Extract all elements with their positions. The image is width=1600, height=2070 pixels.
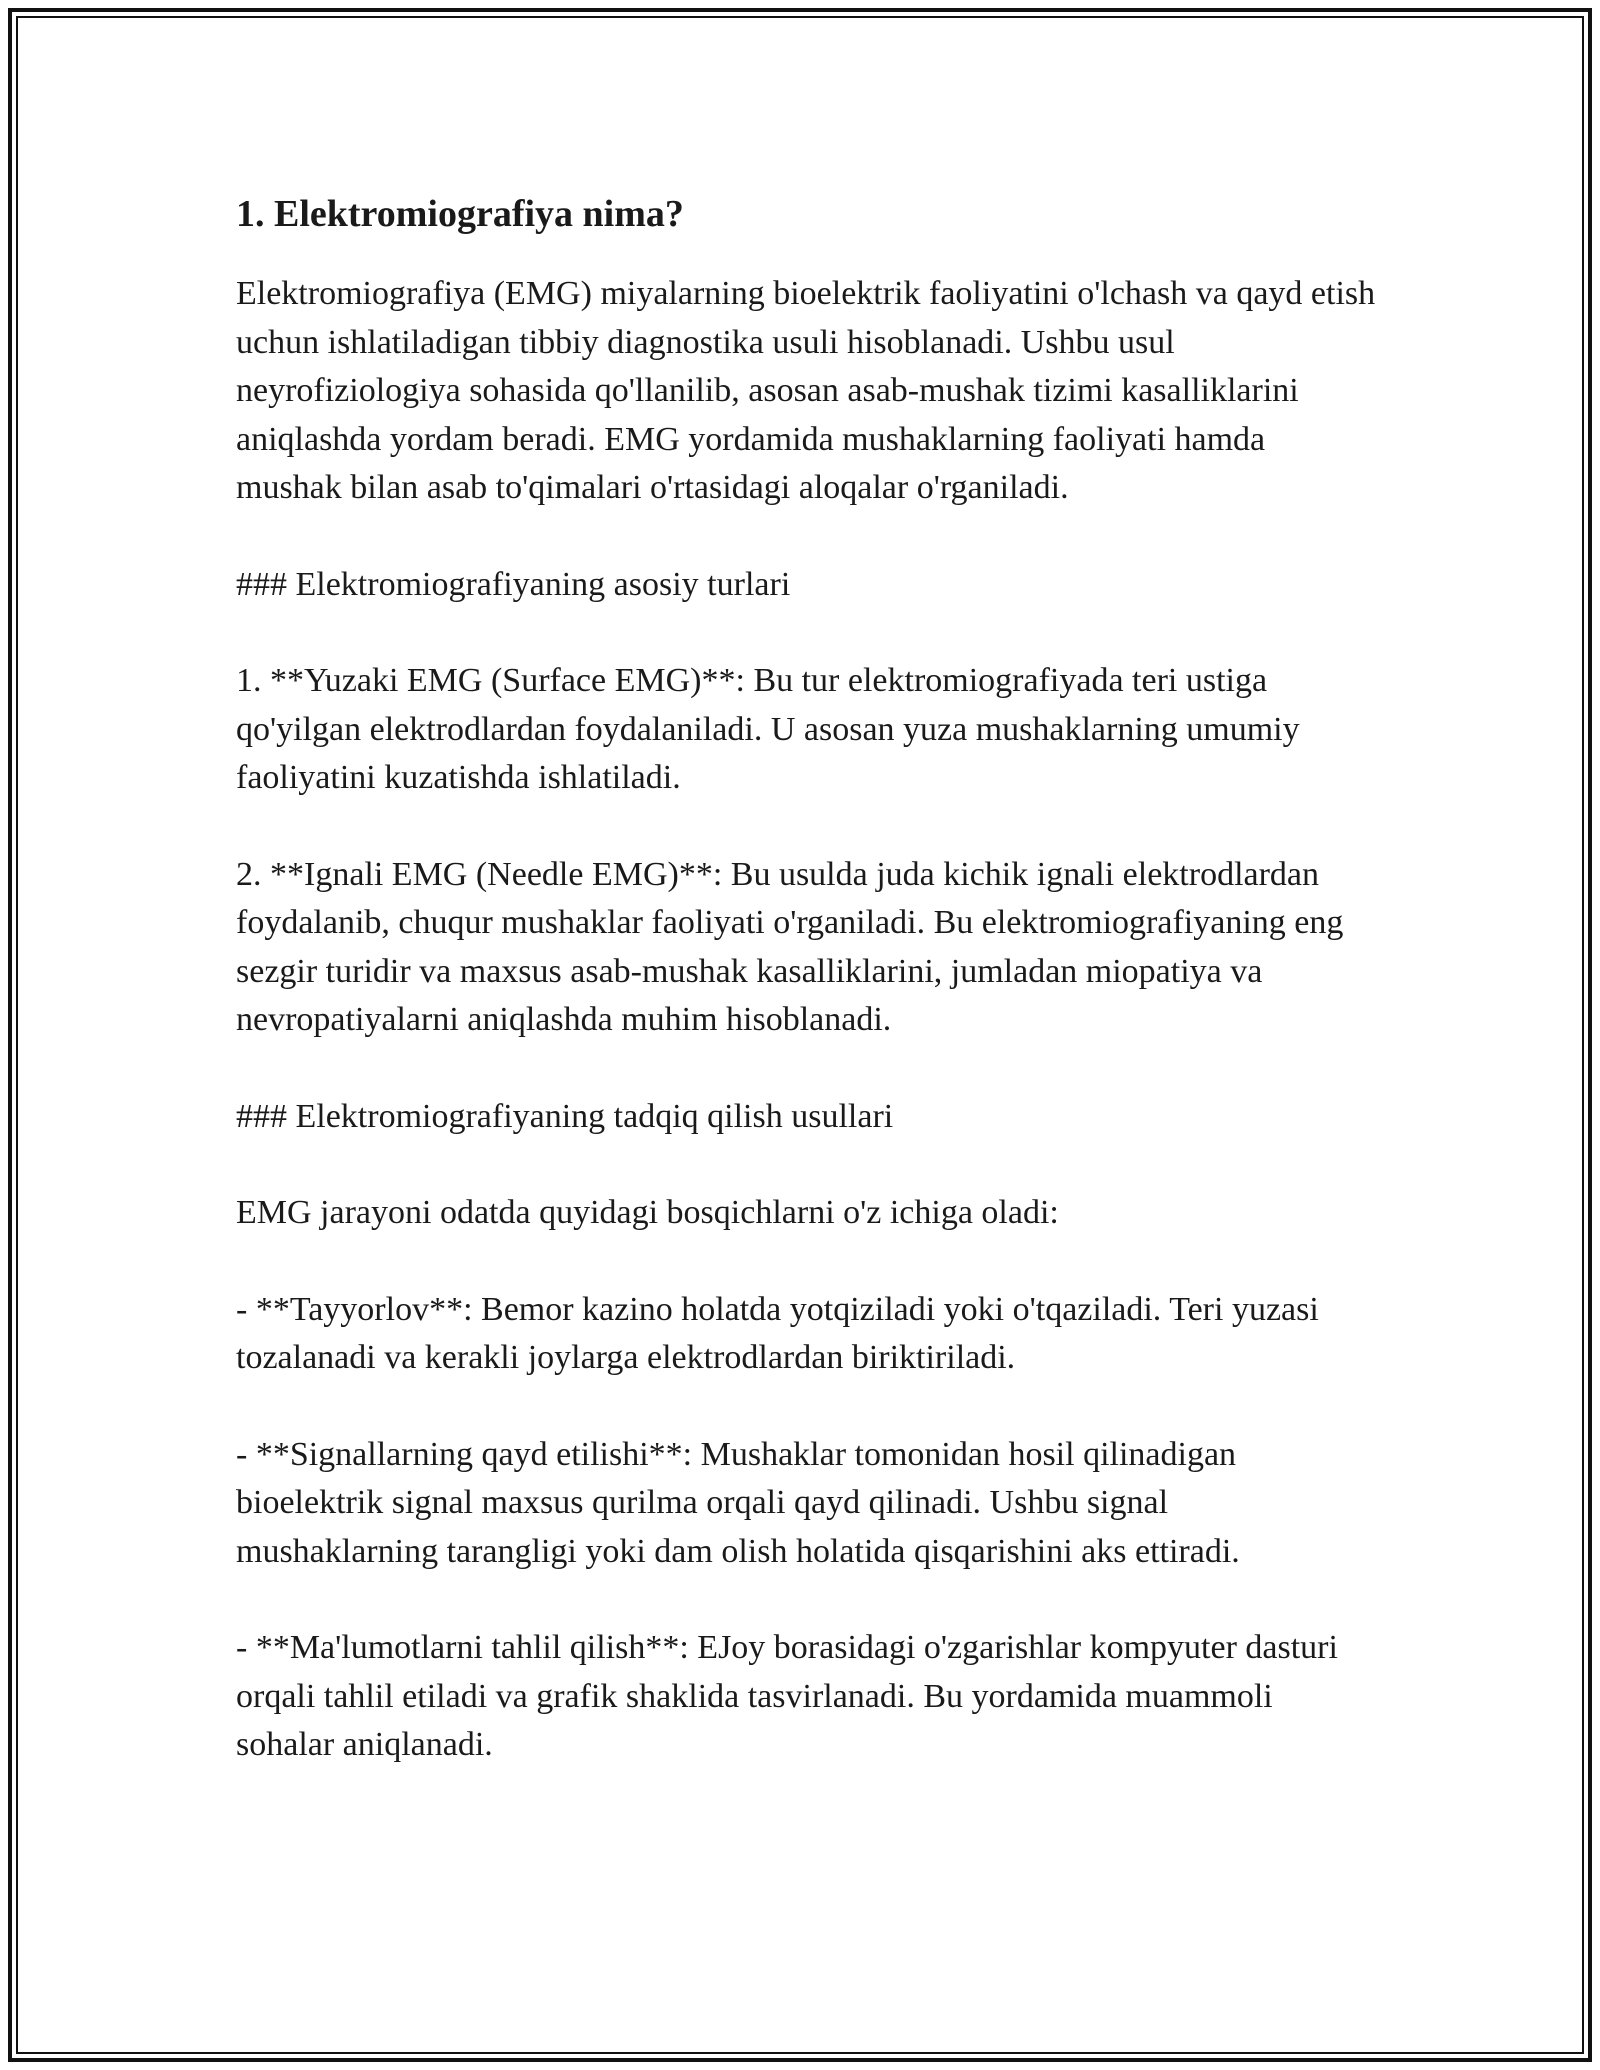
paragraph-intro: Elektromiografiya (EMG) miyalarning bioelektrik faoliyatini o'lchash va qayd etish uchun ishlatiladigan tibbiy diagnostika usuli hisoblanadi. Ushbu usul neyrofiziologiya sohasida qo'llanilib, asosan asab-mushak tizimi kasalliklarini aniqlashda yordam beradi. EMG yordamida mushaklarning faoliyati hamda mushak bilan asab to'qimalari o'rtasidagi aloqalar o'rganiladi.	[236, 275, 1376, 506]
paragraph-surface-emg: 1. **Yuzaki EMG (Surface EMG)**: Bu tur elektromiografiyada teri ustiga qo'yilgan elektrodlardan foydalaniladi. U asosan yuza mushaklarning umumiy faoliyatini kuzatishda ishlatiladi.	[236, 662, 1300, 796]
paragraph-needle-emg: 2. **Ignali EMG (Needle EMG)**: Bu usulda juda kichik ignali elektrodlardan foydalanib, chuqur mushaklar faoliyati o'rganiladi. Bu elektromiografiyaning eng sezgir turidir va maxsus asab-mushak kasalliklarini, jumladan miopatiya va nevropatiyalarni aniqlashda muhim hisoblanadi.	[236, 855, 1344, 1038]
document-title: 1. Elektromiografiya nima?	[236, 193, 684, 235]
paragraph-types-heading: ### Elektromiografiyaning asosiy turlari	[236, 565, 791, 603]
paragraph-data-analysis: - **Ma'lumotlarni tahlil qilish**: EJoy borasidagi o'zgarishlar kompyuter dasturi orqali tahlil etiladi va grafik shaklida tasvirlanadi. Bu yordamida muammoli sohalar aniqlanadi.	[236, 1629, 1338, 1763]
document-body	[236, 188, 1376, 1770]
paragraph-methods-heading: ### Elektromiografiyaning tadqiq qilish usullari	[236, 1097, 894, 1135]
paragraph-process-intro: EMG jarayoni odatda quyidagi bosqichlarni o'z ichiga oladi:	[236, 1194, 1059, 1231]
paragraph-preparation: - **Tayyorlov**: Bemor kazino holatda yotqiziladi yoki o'tqaziladi. Teri yuzasi tozalanadi va kerakli joylarga elektrodlardan biriktiriladi.	[236, 1290, 1319, 1376]
paragraph-signal-recording: - **Signallarning qayd etilishi**: Mushaklar tomonidan hosil qilinadigan bioelektrik signal maxsus qurilma orqali qayd qilinadi. Ushbu signal mushaklarning tarangligi yoki dam olish holatida qisqarishini aks ettiradi.	[236, 1435, 1240, 1570]
